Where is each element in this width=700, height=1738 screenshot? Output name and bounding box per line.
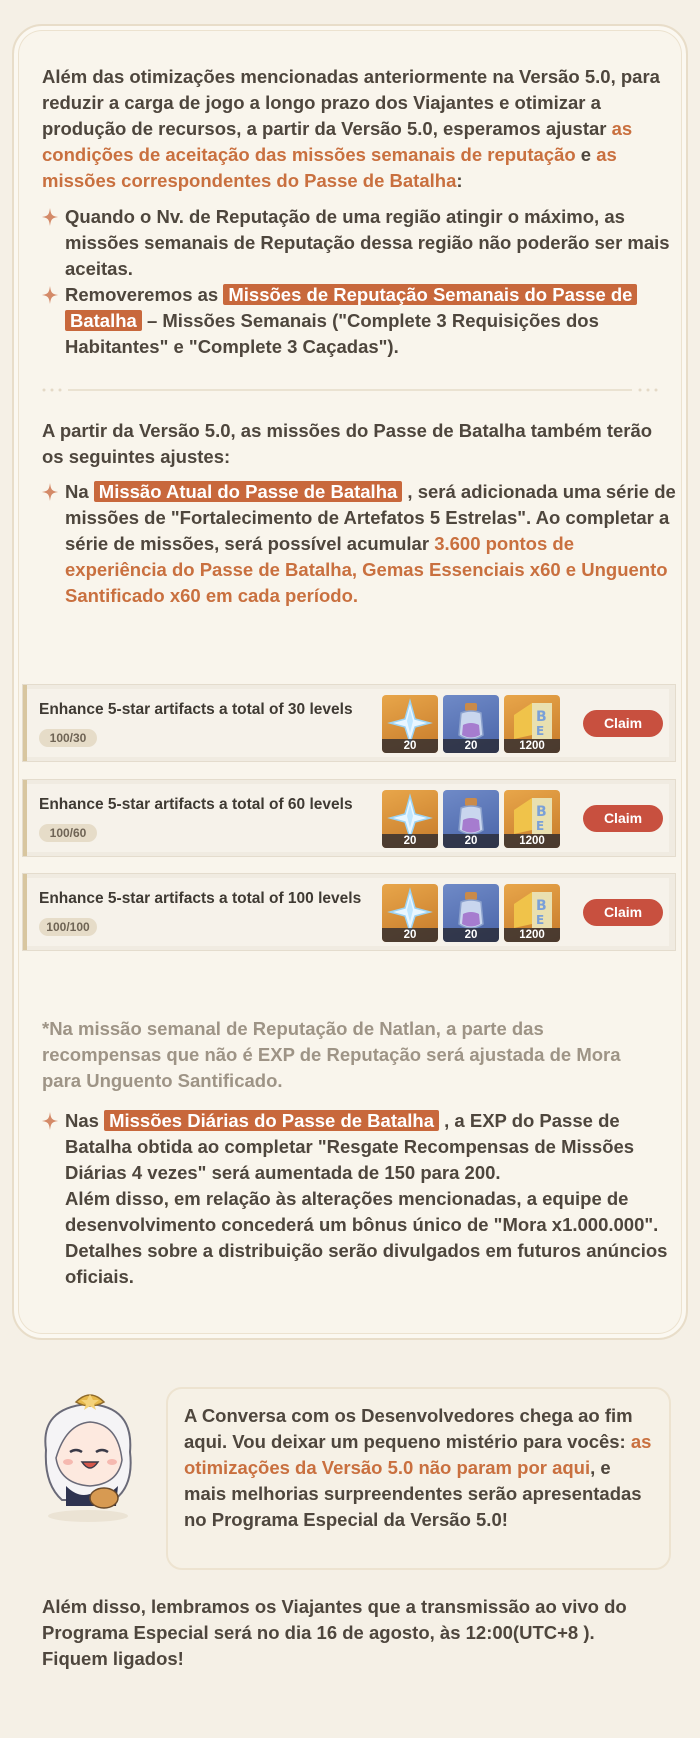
bullet-text-post: , a EXP do Passe de Batalha obtida ao completar "Resgate Recompensas de Missões Diárias 4 vezes" será aumentada de 150 para 200.: [65, 1110, 635, 1183]
bullet-text: Quando o Nv. de Reputação de uma região atingir o máximo, as missões semanais de Reputação dessa região não poderão ser mais aceitas.: [65, 206, 670, 279]
svg-text:E: E: [536, 724, 545, 738]
bullet-text-pre: Na: [65, 481, 94, 502]
task-body: [27, 878, 669, 946]
task-progress-badge: 100/100: [39, 918, 97, 936]
bullet-remove-weekly: [40, 282, 680, 360]
task-row: [22, 779, 676, 857]
bullet-text-extra: Além disso, em relação às alterações mencionadas, a equipe de desenvolvimento concederá um bônus único de "Mora x1.000.000". Detalhes sobre a distribuição serão divulgados em futuros anúncios oficiais.: [65, 1188, 668, 1287]
tag-daily-missions: Missões Diárias do Passe de Batalha: [104, 1110, 439, 1131]
svg-text:E: E: [536, 913, 545, 927]
svg-text:B: B: [536, 709, 547, 725]
highlight-rewards: 3.600 pontos de experiência do Passe de Batalha, Gemas Essenciais x60 e Unguento Santificado x60 em cada período.: [65, 533, 668, 606]
svg-text:B: B: [536, 804, 547, 820]
reward-count: 1200: [504, 928, 560, 942]
task-row: [22, 684, 676, 762]
reward-count: 20: [443, 834, 499, 848]
claim-button[interactable]: Claim: [583, 710, 663, 737]
tag-weekly-reputation-missions: Missões de Reputação Semanais do Passe de Batalha: [65, 284, 637, 331]
natlan-note: *Na missão semanal de Reputação de Natlan, a parte das recompensas que não é EXP de Reputação será ajustada de Mora para Unguento Santificado.: [42, 1018, 621, 1091]
reward-slot[interactable]: [382, 884, 438, 942]
sparkle-bullet-icon: [40, 1110, 60, 1132]
bullet-text-mid: , será adicionada uma série de missões de "Fortalecimento de Artefatos 5 Estrelas". Ao completar a série de missões, será possível acumular: [65, 481, 676, 554]
task-title: Enhance 5-star artifacts a total of 60 levels: [39, 796, 353, 813]
intro-highlight-battle-pass: as missões correspondentes do Passe de Batalha: [42, 144, 617, 191]
closing-paragraph: Além disso, lembramos os Viajantes que a transmissão ao vivo do Programa Especial será no dia 16 de agosto, às 12:00(UTC+8 ). Fiquem ligados!: [42, 1596, 627, 1669]
task-row: [22, 873, 676, 951]
reward-slot[interactable]: [382, 790, 438, 848]
bullet-text: [65, 282, 680, 360]
bullet-current-mission: [40, 479, 680, 609]
task-body: [27, 784, 669, 852]
speech-text: [184, 1403, 654, 1533]
svg-text:B: B: [536, 898, 547, 914]
bullet-text: [65, 479, 680, 609]
sparkle-bullet-icon: [40, 284, 60, 306]
speech-bubble: [166, 1387, 671, 1570]
bullet-reputation-max: [40, 204, 680, 282]
reward-slot[interactable]: [443, 790, 499, 848]
speech-text-post: , e mais melhorias surpreendentes serão apresentadas no Programa Especial da Versão 5.0!: [184, 1457, 642, 1530]
bullet-text-post: – Missões Semanais ("Complete 3 Requisições dos Habitantes" e "Complete 3 Caçadas").: [65, 310, 599, 357]
reward-count: 20: [443, 739, 499, 753]
paimon-avatar: [26, 1388, 154, 1528]
task-progress-badge: 100/60: [39, 824, 97, 842]
reward-slot[interactable]: [443, 695, 499, 753]
claim-button[interactable]: Claim: [583, 805, 663, 832]
reward-count: 1200: [504, 834, 560, 848]
reward-count: 20: [382, 834, 438, 848]
claim-button[interactable]: Claim: [583, 899, 663, 926]
reward-slot[interactable]: [382, 695, 438, 753]
task-progress-badge: 100/30: [39, 729, 97, 747]
reward-count: 20: [443, 928, 499, 942]
svg-text:E: E: [536, 819, 545, 833]
speech-highlight: as otimizações da Versão 5.0 não param por aqui: [184, 1431, 652, 1478]
bullet-daily-missions: [40, 1108, 680, 1290]
intro-text: Além das otimizações mencionadas anteriormente na Versão 5.0, para reduzir a carga de jogo a longo prazo dos Viajantes e otimizar a produção de recursos, a partir da Versão 5.0, esperamos ajustar: [42, 66, 660, 139]
bullet-text: [65, 1108, 680, 1290]
section-divider: [42, 388, 658, 392]
reward-slot[interactable]: [443, 884, 499, 942]
task-title: Enhance 5-star artifacts a total of 30 levels: [39, 701, 353, 718]
task-body: [27, 689, 669, 757]
bullet-text-pre: Nas: [65, 1110, 105, 1131]
reward-count: 20: [382, 928, 438, 942]
intro-highlight-reputation: as condições de aceitação das missões semanais de reputação: [42, 118, 633, 165]
sparkle-bullet-icon: [40, 206, 60, 228]
intro-paragraph: [42, 64, 662, 194]
intro-text-and: e: [575, 144, 597, 165]
reward-count: 1200: [504, 739, 560, 753]
tag-current-mission: Missão Atual do Passe de Batalha: [94, 481, 403, 502]
bullet-text-pre: Removeremos as: [65, 284, 224, 305]
speech-text-pre: A Conversa com os Desenvolvedores chega ao fim aqui. Vou deixar um pequeno mistério para vocês:: [184, 1405, 633, 1452]
reward-slot[interactable]: [504, 884, 560, 942]
section2-intro: A partir da Versão 5.0, as missões do Passe de Batalha também terão os seguintes ajustes:: [42, 420, 653, 467]
reward-slot[interactable]: [504, 790, 560, 848]
task-title: Enhance 5-star artifacts a total of 100 levels: [39, 890, 362, 907]
intro-colon: :: [456, 170, 463, 191]
reward-count: 20: [382, 739, 438, 753]
sparkle-bullet-icon: [40, 481, 60, 503]
reward-slot[interactable]: [504, 695, 560, 753]
